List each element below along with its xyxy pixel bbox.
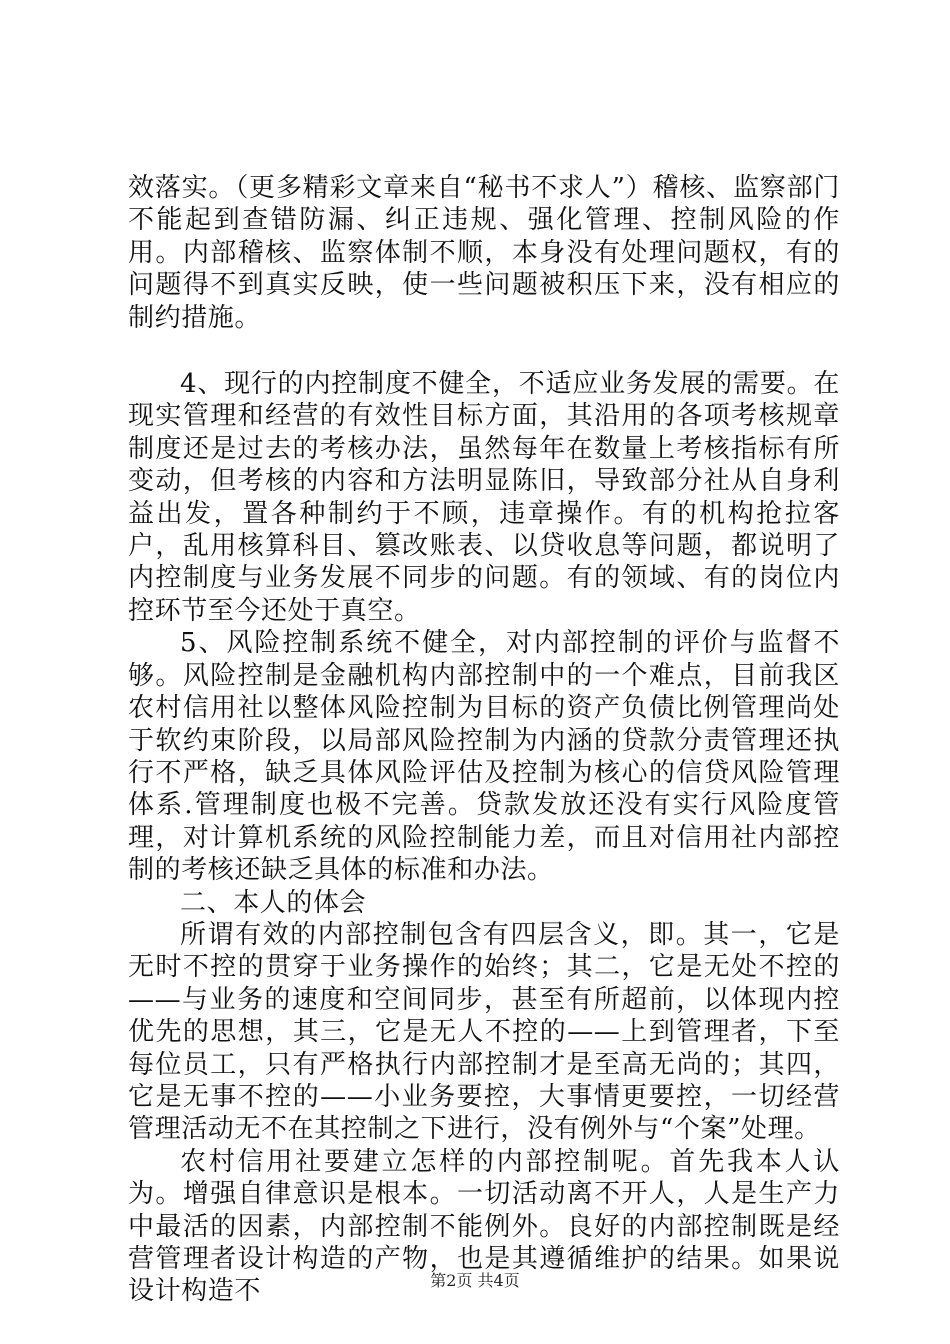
document-body bbox=[128, 172, 840, 1308]
paragraph-item-4: 4、现行的内控制度不健全，不适应业务发展的需要。在现实管理和经营的有效性目标方面，其沿用的各项考核规章制度还是过去的考核办法，虽然每年在数量上考核指标有所变动，但考核的内容和方法明显陈旧，导致部分社从自身利益出发，置各种制约于不顾，违章操作。有的机构抢拉客户，乱用核算科目、篡改账表、以贷收息等问题，都说明了内控制度与业务发展不同步的问题。有的领域、有的岗位内控环节至今还处于真空。 bbox=[128, 369, 840, 626]
page-footer: 第2页 共4页 bbox=[430, 1271, 520, 1290]
paragraph-continuation: 效落实。（更多精彩文章来自“秘书不求人”）稽核、监察部门不能起到查错防漏、纠正违规、强化管理、控制风险的作用。内部稽核、监察体制不顺，本身没有处理问题权，有的问题得不到真实反映，使一些问题被积压下来，没有相应的制约措施。 bbox=[128, 173, 840, 333]
paragraph-effective-control: 所谓有效的内部控制包含有四层含义，即。其一，它是无时不控的贯穿于业务操作的始终；其二，它是无处不控的——与业务的速度和空间同步，甚至有所超前，以体现内控优先的思想，其三，它是无人不控的——上到管理者，下至每位员工，只有严格执行内部控制才是至高无尚的；其四，它是无事不控的——小业务要控，大事情更要控，一切经营管理活动无不在其控制之下进行，没有例外与“个案”处理。 bbox=[128, 919, 840, 1145]
paragraph-build-control: 农村信用社要建立怎样的内部控制呢。首先我本人认为。增强自律意识是根本。一切活动离不开人，人是生产力中最活的因素，内部控制不能例外。良好的内部控制既是经营管理者设计构造的产物，也是其遵循维护的结果。如果说设计构造不 bbox=[128, 1146, 840, 1307]
section-heading: 二、本人的体会 bbox=[180, 887, 367, 918]
paragraph-item-5: 5、风险控制系统不健全，对内部控制的评价与监督不够。风险控制是金融机构内部控制中的一个难点，目前我区农村信用社以整体风险控制为目标的资产负债比例管理尚处于软约束阶段，以局部风险控制为内涵的贷款分责管理还执行不严格，缺乏具体风险评估及控制为核心的信贷风险管理体系.管理制度也极不完善。贷款发放还没有实行风险度管理，对计算机系统的风险控制能力差，而且对信用社内部控制的考核还缺乏具体的标准和办法。 bbox=[128, 628, 840, 886]
